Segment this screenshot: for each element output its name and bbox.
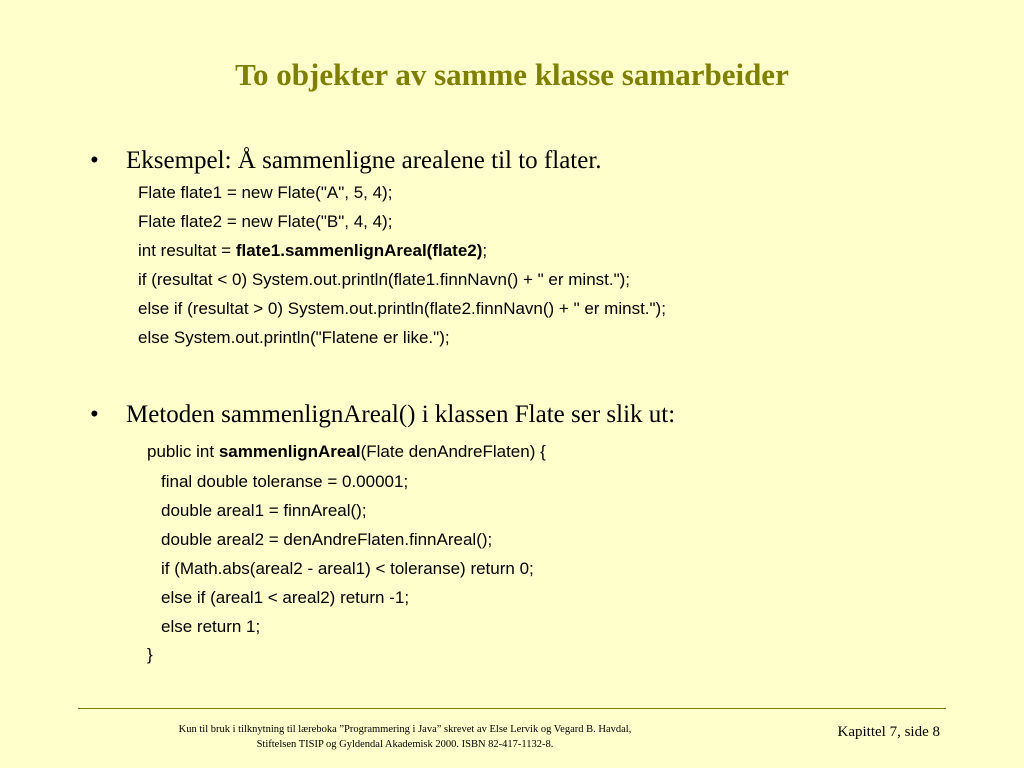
code-line-flate1: Flate flate1 = new Flate("A", 5, 4); <box>138 183 393 202</box>
code-signature-suffix: (Flate denAndreFlaten) { <box>360 442 546 461</box>
code-line-else-equal: else System.out.println("Flatene er like."); <box>138 328 450 347</box>
code-method-signature <box>147 441 546 463</box>
bullet-method <box>90 400 675 430</box>
code-resultat-prefix: int resultat = <box>138 241 236 260</box>
footer-divider <box>78 708 946 709</box>
code-resultat-call: flate1.sammenlignAreal(flate2) <box>235 241 483 260</box>
footer-note-line2: Stiftelsen TISIP og Gyldendal Akademisk 2000. ISBN 82-417-1132-8. <box>256 739 554 750</box>
bullet-dot: • <box>90 401 99 428</box>
code-body-toleranse: final double toleranse = 0.00001; <box>161 472 409 491</box>
bullet-dot: • <box>90 147 99 174</box>
code-closing-brace: } <box>147 645 153 664</box>
footer-copyright-note <box>140 722 670 752</box>
bullet-example <box>90 146 602 176</box>
code-resultat-suffix: ; <box>482 241 488 260</box>
code-body-if-equal: if (Math.abs(areal2 - areal1) < toleranse) return 0; <box>161 559 534 578</box>
code-body-else-return: else return 1; <box>161 617 261 636</box>
slide-title: To objekter av samme klasse samarbeider <box>235 57 789 92</box>
footer-note-line1: Kun til bruk i tilknytning til læreboka ”Programmering i Java” skrevet av Else Lervik og Vegard B. Havdal, <box>178 724 632 735</box>
bullet-method-text: Metoden sammenlignAreal() i klassen Flate ser slik ut: <box>126 401 676 428</box>
code-body-areal2: double areal2 = denAndreFlaten.finnAreal(); <box>161 530 493 549</box>
code-line-flate2: Flate flate2 = new Flate("B", 4, 4); <box>138 212 393 231</box>
bullet-example-text: Eksempel: Å sammenligne arealene til to flater. <box>126 147 602 174</box>
code-signature-prefix: public int <box>147 442 219 461</box>
code-line-if-less: if (resultat < 0) System.out.println(flate1.finnNavn() + " er minst."); <box>138 270 631 289</box>
page-number: Kapittel 7, side 8 <box>837 724 940 740</box>
code-body-areal1: double areal1 = finnAreal(); <box>161 501 367 520</box>
code-line-else-if-greater: else if (resultat > 0) System.out.println(flate2.finnNavn() + " er minst."); <box>138 299 666 318</box>
code-line-resultat <box>138 240 487 262</box>
code-signature-method-name: sammenlignAreal <box>218 442 361 461</box>
code-body-else-if-less: else if (areal1 < areal2) return -1; <box>161 588 410 607</box>
